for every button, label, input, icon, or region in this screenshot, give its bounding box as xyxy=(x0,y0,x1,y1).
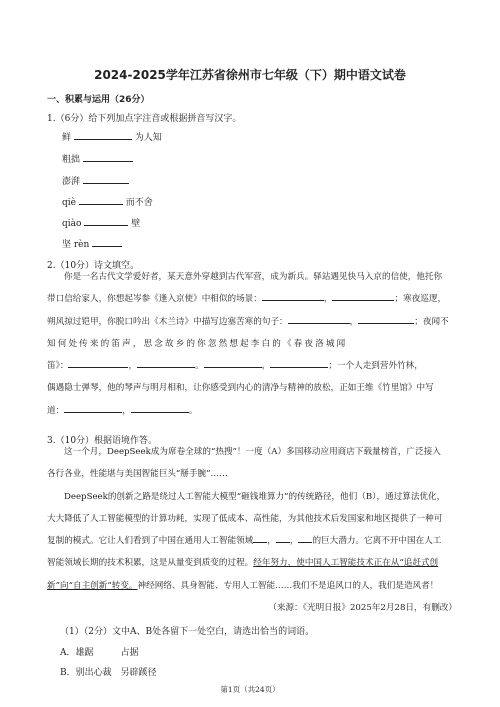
option-a[interactable]: A．雄踞 占据 xyxy=(60,648,139,658)
answer-blank[interactable] xyxy=(83,174,129,184)
answer-blank[interactable] xyxy=(64,403,122,413)
answer-blank[interactable] xyxy=(92,237,122,247)
answer-blank[interactable] xyxy=(276,533,290,543)
source-citation: （来源：《光明日报》2025年2月28日，有删改） xyxy=(268,603,457,613)
question-1-stem: 1.（6分）给下列加点字注音或根据拼音写汉字。 xyxy=(47,114,242,124)
answer-blank[interactable] xyxy=(288,314,350,324)
answer-blank[interactable] xyxy=(83,152,133,162)
answer-blank[interactable] xyxy=(358,314,414,324)
answer-blank[interactable] xyxy=(270,358,328,368)
answer-blank[interactable] xyxy=(298,533,312,543)
q1-item-1: 鲜 为人知 xyxy=(62,130,162,143)
q1-item-5: qiào 壁 xyxy=(62,216,140,229)
sub-question-1: （1）（2分）文中A、B处各留下一处空白，请选出恰当的词语。 xyxy=(60,627,315,637)
section-heading: 一、积累与运用（26分） xyxy=(47,95,150,105)
answer-blank[interactable] xyxy=(204,358,262,368)
q1-item-4: qiè 而不舍 xyxy=(62,195,153,208)
answer-blank[interactable] xyxy=(131,403,189,413)
q1-item-2: 粗拙 xyxy=(62,152,133,165)
question-3-stem: 3.（10分）根据语境作答。 xyxy=(47,436,158,446)
page-title: 2024-2025学年江苏省徐州市七年级（下）期中语文试卷 xyxy=(94,68,406,82)
answer-blank[interactable] xyxy=(74,130,132,140)
answer-blank[interactable] xyxy=(332,291,394,301)
question-2-stem: 2.（10分）诗文填空。 xyxy=(47,261,140,271)
underlined-sentence: 经年努力，使中国人工智能技术正在从“追赶式创 xyxy=(253,558,439,569)
answer-blank[interactable] xyxy=(79,195,123,205)
q2-passage: 你是一名古代文学爱好者，某天意外穿越到古代军营，成为新兵。驿站遇见快马入京的信使，他托你 带口信给家人，你想起岑参《逢入京使》中相似的场景： ， ；寒夜巡逻， 朔风掠过铠甲，你脱口吟出《木兰诗》中描写边塞苦寒的句子： ， ；夜闻不 知 何 处 传 来 的 笛 声 ， 思 念 故 乡 的 你 忽 然 想 起 李 白 的 《 春 夜 洛 城 闻 笛》： ， 。 ， ；一个人走到营外竹林， 偶遇隐士弹琴，他的琴声与明月相和，让你感受到内心的清净与精神的放松，正如王维《竹里馆》中写 道： ， 。 xyxy=(47,272,449,416)
answer-blank[interactable] xyxy=(68,358,128,368)
q1-item-6: 坚 rèn xyxy=(62,237,122,250)
answer-blank[interactable] xyxy=(253,533,267,543)
q1-item-3: 澎湃 xyxy=(62,174,129,187)
page-number: 第1页（共24页） xyxy=(220,685,280,694)
underlined-sentence: 新”向“自主创新”转变。 xyxy=(47,580,138,591)
option-b[interactable]: B．别出心裁 另辟蹊径 xyxy=(60,668,157,678)
answer-blank[interactable] xyxy=(137,358,195,368)
answer-blank[interactable] xyxy=(262,291,324,301)
q3-passage: 这一个月，DeepSeek成为席卷全球的“热搜”！一度（A）多国移动应用商店下载量榜首，广泛接入 各行各业，性能堪与美国智能巨头“掰手腕”…… DeepSeek的创新之路是绕过人工智能大模型“砸钱堆算力”的传统路径，他们（B），通过算法优化， 大大降低了人工智能模型的计算功耗，实现了低成本、高性能，为其他技术后发国家和地区提供了一种可 复制的模式。它让人们看到了中国在通用人工智能领域 ， ， 的巨大潜力。它离不开中国在人工 智能领域长期的技术积累，这是从量变到质变的过程。经年努力，使中国人工智能技术正在从“追赶式创 新”向“自主创新”转变。神经网络、具身智能、专用人工智能……我们不是追风口的人，我们是造风者！ xyxy=(47,447,446,591)
answer-blank[interactable] xyxy=(84,216,128,226)
